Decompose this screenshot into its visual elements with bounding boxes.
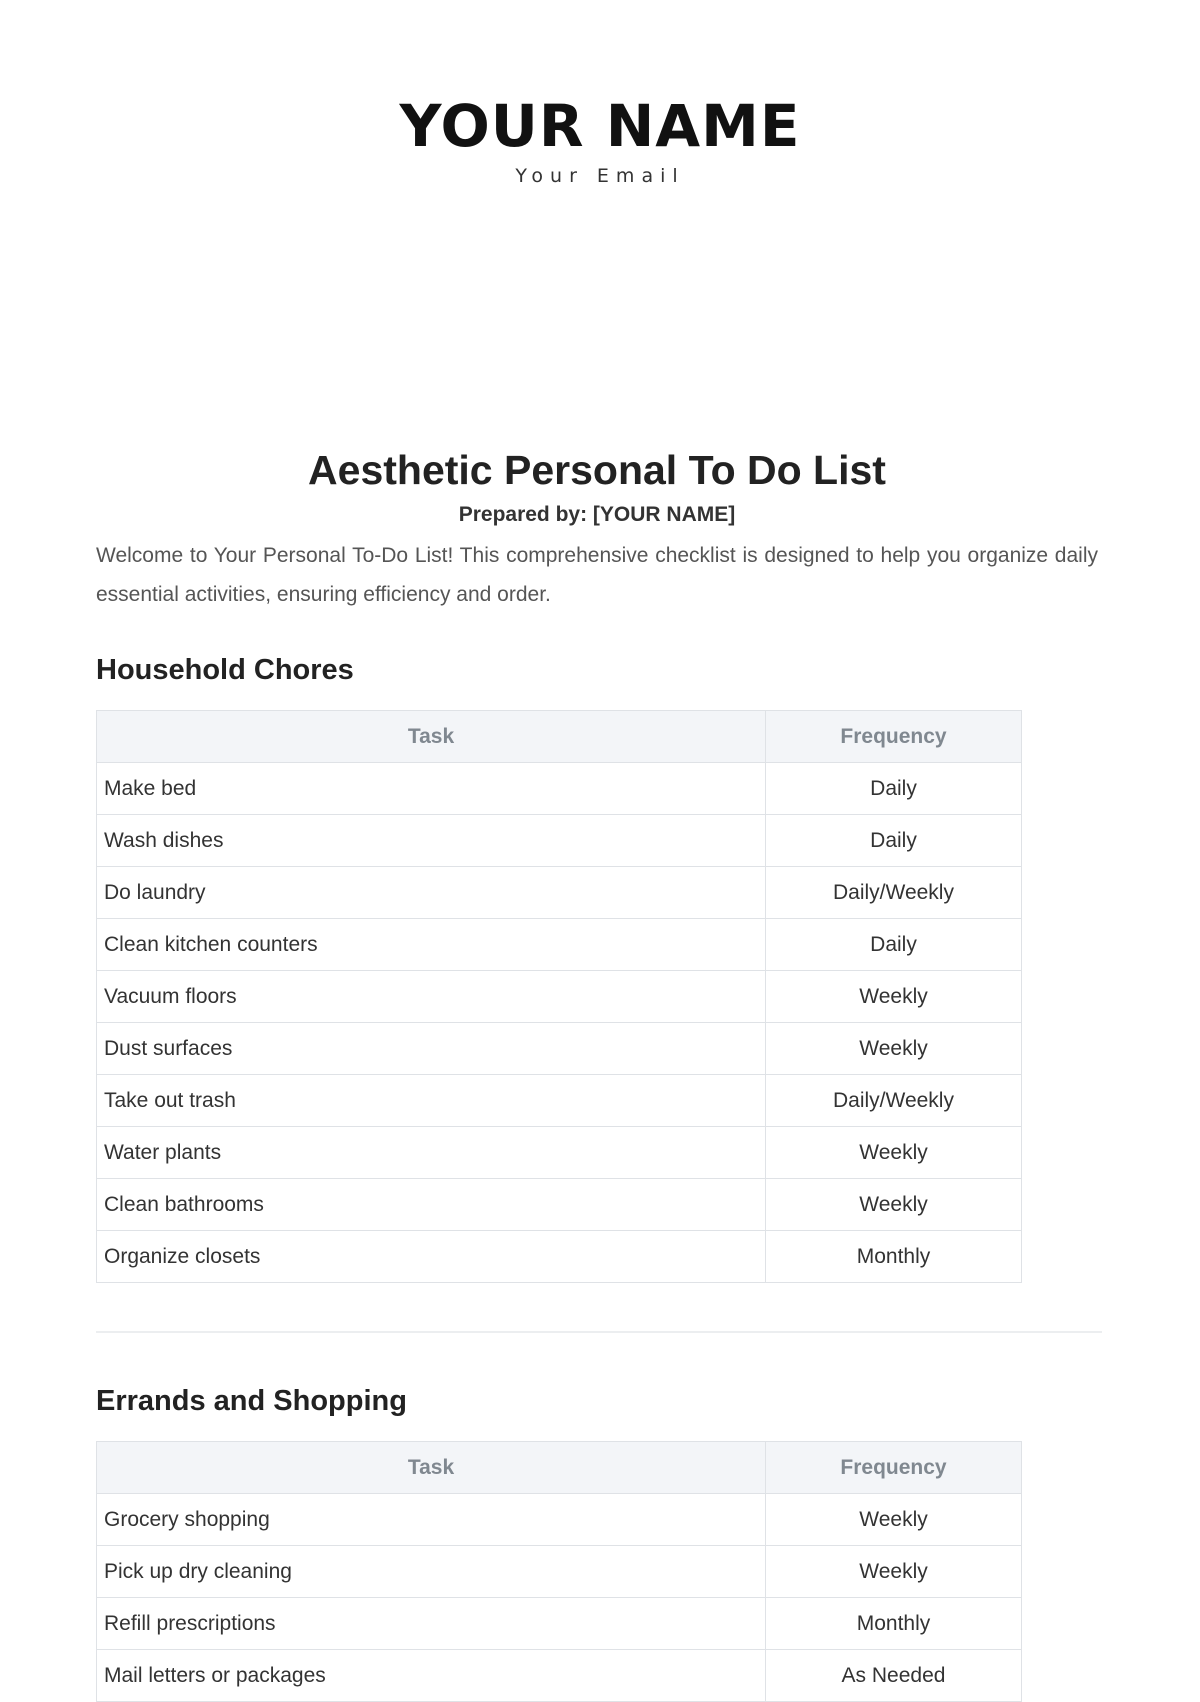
frequency-cell: Weekly <box>766 1023 1022 1075</box>
task-cell: Vacuum floors <box>97 971 766 1023</box>
table-row <box>97 1075 1022 1127</box>
document-title: Aesthetic Personal To Do List <box>308 447 886 493</box>
task-cell: Make bed <box>97 763 766 815</box>
table-header-row <box>97 711 1022 763</box>
frequency-cell: Monthly <box>766 1598 1022 1650</box>
task-cell: Organize closets <box>97 1231 766 1283</box>
frequency-cell: Weekly <box>766 1546 1022 1598</box>
letterhead-email: Your Email <box>515 165 685 187</box>
table-row <box>97 867 1022 919</box>
column-header-task: Task <box>97 711 766 763</box>
letterhead <box>0 92 1200 188</box>
task-cell: Take out trash <box>97 1075 766 1127</box>
frequency-cell: Weekly <box>766 971 1022 1023</box>
table-row <box>97 1494 1022 1546</box>
frequency-cell: Weekly <box>766 1494 1022 1546</box>
task-cell: Water plants <box>97 1127 766 1179</box>
section-divider <box>96 1331 1102 1333</box>
frequency-cell: Weekly <box>766 1127 1022 1179</box>
frequency-cell: Daily <box>766 919 1022 971</box>
table-row <box>97 763 1022 815</box>
task-cell: Pick up dry cleaning <box>97 1546 766 1598</box>
table-row <box>97 1598 1022 1650</box>
task-cell: Mail letters or packages <box>97 1650 766 1702</box>
document-body <box>96 440 1098 1702</box>
table-row <box>97 971 1022 1023</box>
section-title-errands-shopping: Errands and Shopping <box>96 1385 407 1417</box>
table-row <box>97 1546 1022 1598</box>
frequency-cell: Daily/Weekly <box>766 867 1022 919</box>
prepared-by: Prepared by: [YOUR NAME] <box>458 503 736 526</box>
column-header-task: Task <box>97 1442 766 1494</box>
task-cell: Refill prescriptions <box>97 1598 766 1650</box>
table-header-row <box>97 1442 1022 1494</box>
table-row <box>97 1127 1022 1179</box>
column-header-frequency: Frequency <box>766 711 1022 763</box>
intro-paragraph: Welcome to Your Personal To-Do List! This comprehensive checklist is designed to help you organize daily essential activities, ensuring efficiency and order. <box>96 544 1098 606</box>
table-row <box>97 919 1022 971</box>
frequency-cell: Monthly <box>766 1231 1022 1283</box>
section-title-household-chores: Household Chores <box>96 654 354 686</box>
table-row <box>97 815 1022 867</box>
household-chores-table <box>96 710 1022 1283</box>
frequency-cell: Daily <box>766 763 1022 815</box>
table-row <box>97 1650 1022 1702</box>
task-cell: Do laundry <box>97 867 766 919</box>
task-cell: Dust surfaces <box>97 1023 766 1075</box>
frequency-cell: Daily/Weekly <box>766 1075 1022 1127</box>
task-cell: Clean bathrooms <box>97 1179 766 1231</box>
errands-shopping-table <box>96 1441 1022 1702</box>
table-row <box>97 1231 1022 1283</box>
table-row <box>97 1179 1022 1231</box>
frequency-cell: As Needed <box>766 1650 1022 1702</box>
frequency-cell: Daily <box>766 815 1022 867</box>
task-cell: Clean kitchen counters <box>97 919 766 971</box>
task-cell: Grocery shopping <box>97 1494 766 1546</box>
letterhead-name: YOUR NAME <box>399 92 801 160</box>
column-header-frequency: Frequency <box>766 1442 1022 1494</box>
table-row <box>97 1023 1022 1075</box>
task-cell: Wash dishes <box>97 815 766 867</box>
frequency-cell: Weekly <box>766 1179 1022 1231</box>
